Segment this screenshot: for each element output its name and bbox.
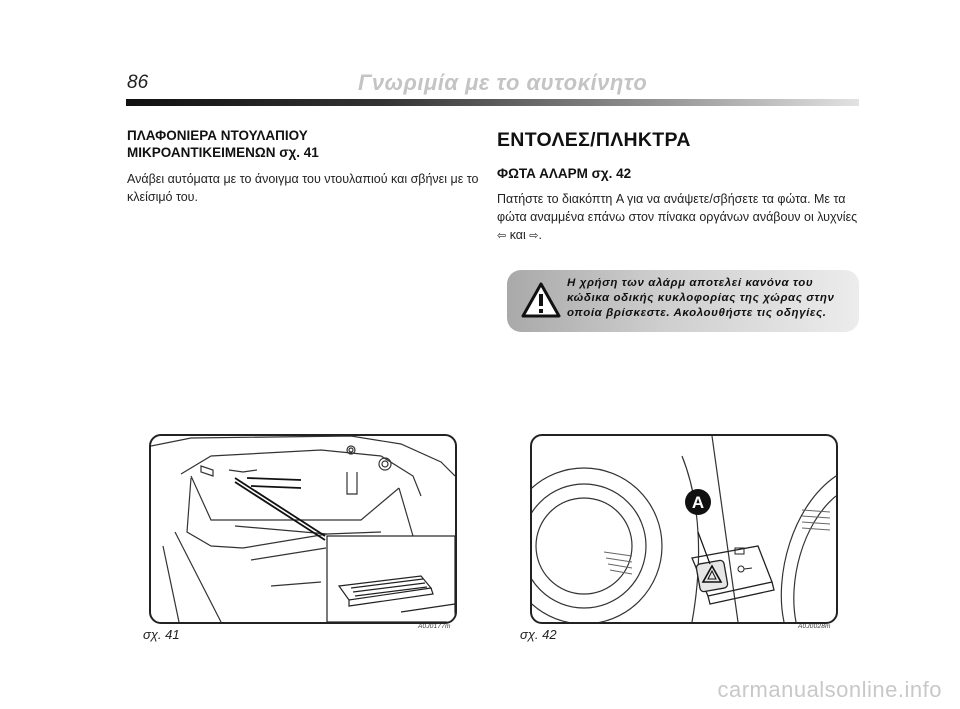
right-column xyxy=(497,127,859,245)
figure-42-caption: σχ. 42 xyxy=(520,627,557,642)
right-arrow-icon: ⇨ xyxy=(529,230,539,242)
title-line-2: ΜΙΚΡΟΑΝΤΙΚΕΙΜΕΝΩΝ σχ. 41 xyxy=(127,145,319,160)
glovebox-illustration xyxy=(151,436,455,622)
hazard-switch-illustration xyxy=(532,436,836,622)
figure-42-code: A0J0028m xyxy=(798,623,831,630)
left-column xyxy=(127,127,483,206)
hazard-lights-title: ΦΩΤΑ ΑΛΑΡΜ σχ. 42 xyxy=(497,166,632,181)
left-arrow-icon: ⇦ xyxy=(497,230,507,242)
figure-41 xyxy=(149,434,457,624)
figure-42 xyxy=(530,434,838,624)
glovebox-light-title xyxy=(127,127,483,161)
hazard-text-end: . xyxy=(538,228,542,242)
hazard-text-conj: και xyxy=(509,228,526,242)
title-line-1: ΠΛΑΦΟΝΙΕΡΑ ΝΤΟΥΛΑΠΙΟΥ xyxy=(127,128,308,143)
warning-text: Η χρήση των αλάρμ αποτελεί κανόνα του κώδικα οδικής κυκλοφορίας της χώρας στην οποία βρίσκεστε. Ακολουθήστε τις οδηγίες. xyxy=(567,277,835,319)
warning-triangle-icon xyxy=(521,282,561,318)
header-rule xyxy=(126,99,859,106)
figure-41-caption: σχ. 41 xyxy=(143,627,180,642)
controls-title: ΕΝΤΟΛΕΣ/ΠΛΗΚΤΡΑ xyxy=(497,129,691,151)
callout-a-label: A xyxy=(691,493,705,512)
hazard-text-main: Πατήστε το διακόπτη A για να ανάψετε/σβήσετε τα φώτα. Με τα φώτα αναμμένα επάνω στον πίνακα οργάνων ανάβουν οι λυχνίες xyxy=(497,192,858,224)
warning-box xyxy=(507,270,859,332)
watermark: carmanualsonline.info xyxy=(717,677,942,702)
hazard-lights-text xyxy=(497,190,859,245)
figure-41-code: A0J0177m xyxy=(418,623,451,630)
glovebox-light-text: Ανάβει αυτόματα με το άνοιγμα του ντουλαπιού και σβήνει με το κλείσιμό του. xyxy=(127,172,479,204)
page-number: 86 xyxy=(127,72,149,93)
running-title: Γνωριμία με το αυτοκίνητο xyxy=(358,70,648,95)
